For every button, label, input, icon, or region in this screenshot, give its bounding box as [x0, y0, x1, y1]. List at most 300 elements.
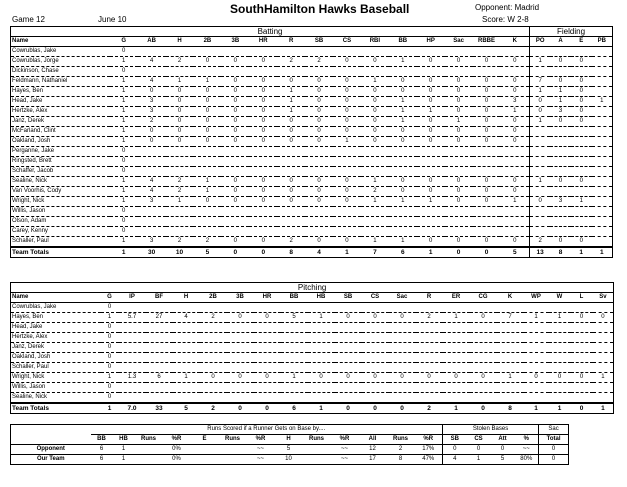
stat-cell: 0	[333, 187, 361, 197]
stat-cell: 1	[110, 237, 138, 248]
stat-cell	[473, 167, 501, 177]
stat-cell: 1	[497, 373, 524, 383]
player-name: Hayes, Ben	[11, 87, 110, 97]
column-header: ER	[443, 293, 470, 303]
stat-cell	[524, 393, 549, 404]
stat-cell: 0	[467, 445, 491, 455]
total-cell: 1	[592, 247, 613, 258]
total-cell: 0	[227, 403, 254, 414]
pitching-row	[11, 323, 614, 333]
stat-cell: 1	[530, 57, 551, 67]
column-header: CG	[470, 293, 497, 303]
stat-cell: 0	[417, 57, 445, 67]
player-name: Dickinson, Chase	[11, 67, 110, 77]
stat-cell: 0	[417, 187, 445, 197]
stat-cell: 0	[500, 237, 529, 248]
player-name: Willis, Jason	[11, 207, 110, 217]
stat-cell: 0	[193, 87, 221, 97]
stat-cell	[277, 207, 305, 217]
stat-cell	[500, 67, 529, 77]
stat-cell	[254, 303, 281, 313]
stat-cell: 0	[550, 77, 571, 87]
total-cell: 8	[497, 403, 524, 414]
stat-cell	[305, 157, 333, 167]
stat-cell	[135, 455, 163, 465]
stat-cell	[592, 227, 613, 237]
stat-cell: 0	[166, 87, 194, 97]
column-header: K	[497, 293, 524, 303]
stat-cell	[138, 147, 166, 157]
stat-cell: 1	[443, 313, 470, 323]
stat-cell: 0	[138, 127, 166, 137]
stat-cell	[593, 323, 614, 333]
stat-cell: 1	[550, 87, 571, 97]
column-header: CS	[362, 293, 389, 303]
column-header: Total	[539, 435, 569, 445]
stat-cell	[254, 343, 281, 353]
column-header: %R	[163, 435, 191, 445]
player-name: Carey, Kenny	[11, 227, 110, 237]
stat-cell	[530, 147, 551, 157]
stat-cell	[530, 207, 551, 217]
stat-cell	[200, 303, 227, 313]
stat-cell: 1	[193, 77, 221, 87]
stat-cell: 0	[249, 87, 277, 97]
stat-cell	[193, 47, 221, 57]
stat-cell: 0	[166, 107, 194, 117]
stat-cell	[305, 217, 333, 227]
batting-header-row	[11, 37, 613, 47]
stat-cell: 0	[443, 373, 470, 383]
column-header: BB	[389, 37, 417, 47]
runs-row	[11, 455, 569, 465]
stat-cell	[500, 227, 529, 237]
stat-cell	[166, 47, 194, 57]
stat-cell	[305, 67, 333, 77]
stat-cell	[335, 303, 362, 313]
total-cell: 1	[593, 403, 614, 414]
stat-cell	[193, 157, 221, 167]
stat-cell: 0	[333, 77, 361, 87]
stat-cell: 0	[473, 197, 501, 207]
stat-cell	[500, 147, 529, 157]
batting-row	[11, 207, 613, 217]
player-name: Oakland, Josh	[11, 137, 110, 147]
stat-cell	[193, 67, 221, 77]
total-cell: 0	[470, 403, 497, 414]
stat-cell: 1	[277, 87, 305, 97]
stat-cell: 3	[138, 237, 166, 248]
stat-cell	[200, 393, 227, 404]
total-cell: 1	[524, 403, 549, 414]
column-header: G	[101, 293, 119, 303]
stat-cell: 0	[445, 77, 473, 87]
stat-cell	[417, 147, 445, 157]
stat-cell: 0	[389, 127, 417, 137]
column-header: Runs	[387, 435, 415, 445]
total-cell: 1	[110, 247, 138, 258]
stat-cell: 0	[417, 87, 445, 97]
stat-cell	[249, 227, 277, 237]
stat-cell: 1	[110, 97, 138, 107]
stat-cell	[571, 353, 593, 363]
total-cell: 2	[416, 403, 443, 414]
stat-cell: 0	[550, 177, 571, 187]
stat-cell	[146, 303, 173, 313]
stat-cell: 0	[227, 313, 254, 323]
stat-cell	[308, 303, 335, 313]
stat-cell: 0	[305, 77, 333, 87]
column-header: RBI	[361, 37, 389, 47]
stat-cell: 0	[417, 177, 445, 187]
stat-cell: 1	[445, 117, 473, 127]
stat-cell: 0	[445, 237, 473, 248]
stat-cell: 0	[277, 187, 305, 197]
total-cell: 1	[549, 403, 571, 414]
stat-cell: 0	[445, 87, 473, 97]
stat-cell	[524, 323, 549, 333]
stat-cell: 0	[417, 127, 445, 137]
stat-cell: 0	[361, 107, 389, 117]
stat-cell: 0	[333, 107, 361, 117]
stat-cell: 0	[305, 197, 333, 207]
stat-cell	[497, 383, 524, 393]
stat-cell: 0	[539, 445, 569, 455]
column-header: E	[191, 435, 219, 445]
batting-row	[11, 197, 613, 207]
stat-cell: 0	[277, 177, 305, 187]
stat-cell: 0	[277, 197, 305, 207]
page-title: SouthHamilton Hawks Baseball	[230, 2, 410, 16]
stat-cell: 1	[101, 373, 119, 383]
stat-cell	[191, 455, 219, 465]
stat-cell: 5	[491, 455, 515, 465]
stat-cell	[227, 303, 254, 313]
stat-cell	[549, 363, 571, 373]
total-cell: 0	[221, 247, 249, 258]
stat-cell: 2	[193, 237, 221, 248]
stat-cell: 0	[249, 187, 277, 197]
stat-cell	[303, 445, 331, 455]
stat-cell	[193, 207, 221, 217]
stat-cell: 0	[445, 97, 473, 107]
stat-cell	[571, 217, 592, 227]
stat-cell	[227, 343, 254, 353]
stat-cell	[361, 157, 389, 167]
stat-cell	[571, 363, 593, 373]
player-name: Wright, Nick	[11, 373, 101, 383]
stat-cell: 1	[308, 313, 335, 323]
stat-cell	[445, 47, 473, 57]
stat-cell	[549, 393, 571, 404]
stat-cell: 3	[500, 97, 529, 107]
stat-cell	[191, 445, 219, 455]
stat-cell: 0	[249, 107, 277, 117]
column-header: SB	[335, 293, 362, 303]
stat-cell: 2	[416, 313, 443, 323]
stat-cell	[146, 333, 173, 343]
total-cell: 5	[193, 247, 221, 258]
stat-cell	[473, 207, 501, 217]
stat-cell	[497, 363, 524, 373]
pitching-row	[11, 393, 614, 404]
stat-cell	[500, 157, 529, 167]
stat-cell: 3	[550, 107, 571, 117]
stat-cell	[249, 167, 277, 177]
stat-cell	[227, 323, 254, 333]
stat-cell: 0	[221, 127, 249, 137]
stat-cell	[249, 47, 277, 57]
stat-cell: ~~	[247, 445, 275, 455]
stat-cell	[473, 67, 501, 77]
stat-cell	[416, 383, 443, 393]
column-header: R	[277, 37, 305, 47]
stat-cell	[417, 217, 445, 227]
stat-cell: 0	[473, 107, 501, 117]
stat-cell: 0	[362, 313, 389, 323]
stat-cell: 17%	[415, 445, 443, 455]
stat-cell: 1	[500, 107, 529, 117]
column-header: K	[500, 37, 529, 47]
stat-cell	[445, 157, 473, 167]
stat-cell	[592, 207, 613, 217]
stat-cell: 1	[592, 97, 613, 107]
stat-cell: 0	[389, 373, 416, 383]
stat-cell	[221, 207, 249, 217]
player-name: Hayes, Ben	[11, 313, 101, 323]
stat-cell	[500, 217, 529, 227]
stat-cell	[593, 333, 614, 343]
stat-cell: 27	[146, 313, 173, 323]
stat-cell: 0	[500, 127, 529, 137]
player-name: Perganne, Jake	[11, 147, 110, 157]
total-cell: 0	[249, 247, 277, 258]
stat-cell	[524, 363, 549, 373]
stat-cell: 1	[173, 373, 200, 383]
player-name: Feldmann, Nathaniel	[11, 77, 110, 87]
stat-cell	[550, 227, 571, 237]
stat-cell: 1	[389, 97, 417, 107]
stat-cell	[305, 207, 333, 217]
stat-cell	[416, 393, 443, 404]
total-cell: 5	[173, 403, 200, 414]
stat-cell	[417, 157, 445, 167]
stat-cell	[173, 393, 200, 404]
pitching-table	[10, 282, 614, 414]
player-name: Hertzke, Alex	[11, 333, 101, 343]
stat-cell	[166, 227, 194, 237]
stat-cell	[571, 187, 592, 197]
batting-row	[11, 177, 613, 187]
stat-cell	[119, 303, 146, 313]
stat-cell: 2	[277, 57, 305, 67]
stat-cell	[592, 167, 613, 177]
batting-row	[11, 217, 613, 227]
stat-cell: 0	[470, 313, 497, 323]
total-cell: 5	[500, 247, 529, 258]
stat-cell: 0	[249, 197, 277, 207]
stat-cell	[389, 147, 417, 157]
column-header: 2B	[200, 293, 227, 303]
stat-cell: 0	[221, 97, 249, 107]
stat-cell: 1	[524, 313, 549, 323]
column-header: R	[416, 293, 443, 303]
stat-cell: 10	[275, 455, 303, 465]
stat-cell: 0	[333, 197, 361, 207]
stat-cell: 6	[91, 455, 113, 465]
stat-cell: 0	[361, 97, 389, 107]
stat-cell	[389, 383, 416, 393]
stat-cell: 0	[110, 67, 138, 77]
stat-cell: 1	[113, 455, 135, 465]
stat-cell: 0	[333, 57, 361, 67]
player-name: Willis, Jason	[11, 383, 101, 393]
total-cell: 13	[530, 247, 551, 258]
stat-cell	[593, 393, 614, 404]
stat-cell: 0	[361, 87, 389, 97]
stat-cell	[138, 167, 166, 177]
stat-cell: 7	[497, 313, 524, 323]
stat-cell: 0	[500, 137, 529, 147]
stat-cell	[549, 343, 571, 353]
batting-row	[11, 227, 613, 237]
stat-cell	[470, 323, 497, 333]
stat-cell	[277, 67, 305, 77]
stat-cell	[445, 167, 473, 177]
stat-cell	[592, 67, 613, 77]
stat-cell: 1	[571, 197, 592, 207]
stat-cell: 1	[110, 127, 138, 137]
stat-cell	[592, 77, 613, 87]
column-header: Sac	[445, 37, 473, 47]
stat-cell	[592, 217, 613, 227]
stat-cell	[335, 393, 362, 404]
stat-cell: 0	[308, 373, 335, 383]
player-name: Our Team	[11, 455, 91, 465]
stat-cell: 0	[277, 137, 305, 147]
stat-cell: ~~	[247, 455, 275, 465]
stat-cell: 0	[110, 167, 138, 177]
stat-cell: 1	[166, 197, 194, 207]
stat-cell: 1	[166, 77, 194, 87]
stat-cell: 0	[389, 313, 416, 323]
stat-cell: 2	[361, 187, 389, 197]
stat-cell	[473, 147, 501, 157]
stat-cell: 0	[333, 87, 361, 97]
column-header: BF	[146, 293, 173, 303]
stat-cell: 0	[110, 207, 138, 217]
column-header: 2B	[193, 37, 221, 47]
stat-cell	[592, 57, 613, 67]
stat-cell	[166, 167, 194, 177]
stat-cell: 0	[254, 373, 281, 383]
total-cell: 0	[362, 403, 389, 414]
stat-cell	[173, 323, 200, 333]
stat-cell: 0	[571, 373, 593, 383]
pitching-row	[11, 313, 614, 323]
stat-cell	[389, 303, 416, 313]
stat-cell: 0	[166, 97, 194, 107]
stat-cell	[249, 157, 277, 167]
stat-cell: 1	[113, 445, 135, 455]
stat-cell	[530, 127, 551, 137]
runs-scored-table	[10, 424, 569, 465]
batting-row	[11, 147, 613, 157]
stat-cell: 0	[221, 187, 249, 197]
stat-cell	[593, 343, 614, 353]
stat-cell	[497, 333, 524, 343]
stat-cell: 0	[473, 127, 501, 137]
stat-cell	[571, 157, 592, 167]
stat-cell: 1	[361, 197, 389, 207]
stat-cell: 0	[166, 117, 194, 127]
runs-section-label: Runs Scored if a Runner Gets on Base by....	[91, 425, 443, 435]
pitching-row	[11, 363, 614, 373]
stat-cell: 0	[524, 373, 549, 383]
stat-cell: 2	[166, 177, 194, 187]
stat-cell	[308, 363, 335, 373]
stat-cell: 0	[193, 107, 221, 117]
stat-cell: 5	[281, 313, 308, 323]
stat-cell	[166, 147, 194, 157]
stat-cell	[571, 303, 593, 313]
column-header: CS	[333, 37, 361, 47]
player-name: Olson, Adam	[11, 217, 110, 227]
column-header: PB	[592, 37, 613, 47]
stat-cell: 1	[417, 107, 445, 117]
stat-cell	[333, 47, 361, 57]
stat-cell	[443, 343, 470, 353]
stat-cell	[443, 303, 470, 313]
column-header: All	[359, 435, 387, 445]
pitching-row	[11, 353, 614, 363]
stat-cell: 0	[254, 313, 281, 323]
total-cell: 1	[417, 247, 445, 258]
stat-cell	[254, 323, 281, 333]
stat-cell: 0	[445, 57, 473, 67]
pitching-header-row	[11, 293, 614, 303]
stat-cell	[417, 67, 445, 77]
stat-cell: 1	[110, 77, 138, 87]
stat-cell	[308, 343, 335, 353]
stat-cell	[362, 353, 389, 363]
stat-cell	[571, 127, 592, 137]
total-cell: 6	[281, 403, 308, 414]
stat-cell	[497, 343, 524, 353]
player-name: Sealine, Nick	[11, 393, 101, 404]
stat-cell	[200, 323, 227, 333]
player-name: Sealine, Nick	[11, 177, 110, 187]
stat-cell	[200, 343, 227, 353]
stat-cell	[593, 363, 614, 373]
stolen-bases-label: Stolen Bases	[443, 425, 539, 435]
stat-cell: 0	[333, 117, 361, 127]
stat-cell: 8	[387, 455, 415, 465]
stat-cell	[333, 217, 361, 227]
column-header: RBBE	[473, 37, 501, 47]
stat-cell	[550, 147, 571, 157]
runs-row	[11, 445, 569, 455]
stat-cell	[221, 217, 249, 227]
stat-cell	[445, 147, 473, 157]
column-header: BB	[281, 293, 308, 303]
stat-cell	[530, 217, 551, 227]
stat-cell	[362, 393, 389, 404]
column-header: H	[173, 293, 200, 303]
stat-cell: 0	[101, 363, 119, 373]
stat-cell	[443, 353, 470, 363]
stat-cell	[500, 167, 529, 177]
